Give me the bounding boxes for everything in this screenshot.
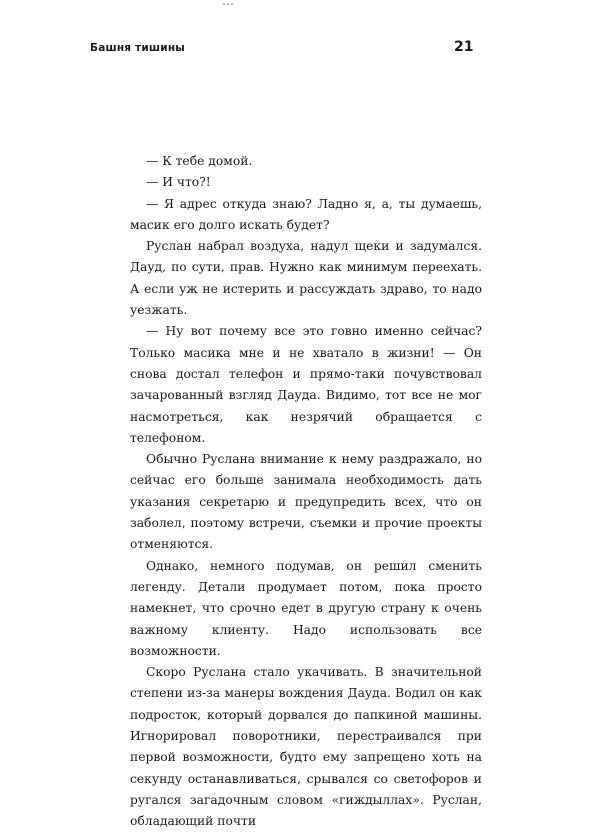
paragraph: — К тебе домой. (145, 154, 253, 168)
paragraph: Однако, немного подумав, он решил сменить легенду. Детали продумает потом, пока просто намекнет, что срочно едет в другую страну к очень важному клиенту. Надо использовать все возможности. (130, 558, 482, 658)
body-text (130, 151, 482, 833)
paragraph: — И что?! (145, 175, 211, 190)
paragraph: — Ну вот почему все это говно именно сейчас? Только масика мне и не хватало в жизни! — Он снова достал телефон и прямо-таки почувствовал зачарованный взгляд Дауда. Видимо, тот все не мог насмотреться, как незрячий обращается с телефоном. (130, 324, 482, 445)
paragraph: Руслан набрал воздуха, надул щеки и задумался. Дауд, по сути, прав. Нужно как минимум переехать. А если уж не истерить и рассуждать здраво, то надо уезжать. (130, 239, 482, 318)
paragraph: Обычно Руслана внимание к нему раздражало, но сейчас его больше занимала необходимость дать указания секретарю и предупредить всех, что он заболел, поэтому встречи, съемки и прочие проекты отменяются. (130, 452, 482, 552)
running-header (90, 40, 510, 60)
running-title: Башня тишины (90, 42, 185, 54)
scan-edge-fragment: … (222, 0, 235, 8)
paragraph: — Я адрес откуда знаю? Ладно я, а, ты думаешь, масик его долго искать будет? (130, 196, 482, 232)
paragraph: Скоро Руслана стало укачивать. В значительной степени из-за манеры вождения Дауда. Водил он как подросток, который дорвался до папкиной машины. Игнорировал поворотники, перестраивался при первой возможности, будто ему запрещено хоть на секунду останавливаться, срывался со светофоров и ругался загадочным словом «гиждыллах». Руслан, обладающий почти (130, 665, 482, 829)
page-number: 21 (454, 39, 474, 55)
